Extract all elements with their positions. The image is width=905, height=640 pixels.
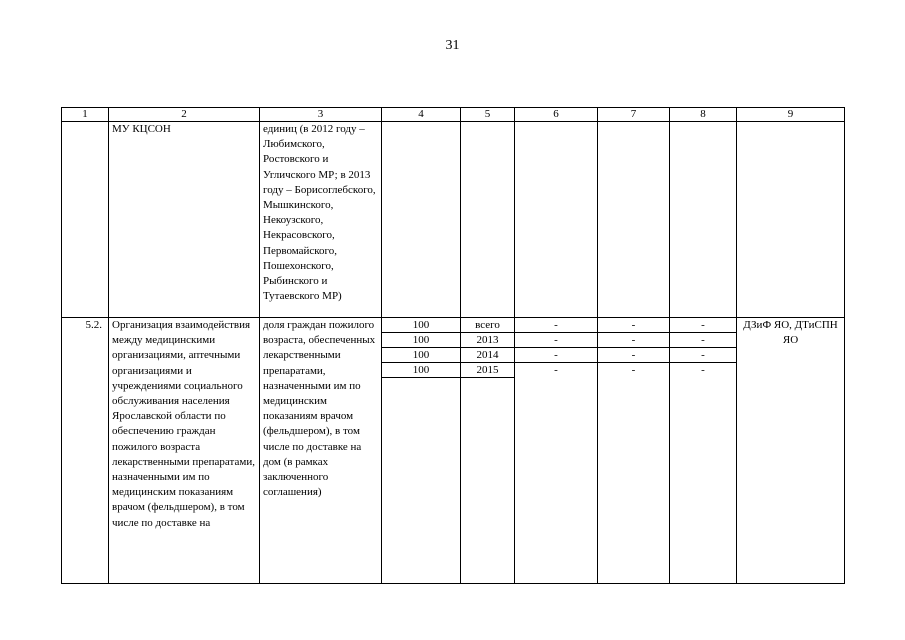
cont-indicator-text: единиц (в 2012 году – Любимского, Ростовского и Угличского МР; в 2013 году – Борисоглебского, Мышкинского, Некоузского, Некрасовского, Первомайского, Пошехонского, Рыбинского и Тутаевского МР) [260,122,382,318]
continuation-row [62,122,845,318]
period-cell: всего [461,318,514,333]
item-indicator: доля граждан пожилого возраста, обеспеченных лекарственными препаратами, назначенными им по медицинским показаниям врачом (фельдшером), в том числе по доставке на дом (в рамках заключенного соглашения) [260,318,382,584]
cont-cell-6 [515,122,598,318]
dash-cell: - [598,318,669,333]
item-col-8 [670,318,737,584]
value-cell: 100 [382,318,460,333]
dash-cell: - [670,348,736,363]
dash-cell: - [598,333,669,348]
plan-table [61,107,845,584]
page-number: 31 [445,38,460,53]
header-col-7: 7 [598,108,670,122]
dash-cell: - [701,364,705,376]
dash-cell: - [554,364,558,376]
cont-number-cell [62,122,109,318]
period-cell: 2013 [461,333,514,348]
item-values-col [382,318,461,584]
item-col-7 [598,318,670,584]
header-col-6: 6 [515,108,598,122]
period-cell: 2014 [461,348,514,363]
dash-cell: - [670,318,736,333]
dash-cell: - [670,333,736,348]
dash-cell: - [515,348,597,363]
cont-organization: МУ КЦСОН [109,122,260,318]
cont-cell-5 [461,122,515,318]
value-cell: 100 [382,333,460,348]
header-col-5: 5 [461,108,515,122]
cont-cell-4 [382,122,461,318]
item-row-5-2 [62,318,845,584]
dash-cell: - [631,364,636,376]
value-cell: 100 [382,363,460,378]
period-cell: 2015 [461,363,514,378]
item-number: 5.2. [62,318,109,584]
item-activity-name: Организация взаимодействия между медицинскими организациями, аптечными организациями и учреждениями социального обслуживания населения Ярославской области по обеспечению граждан пожилого возраста лекарственными препаратами, назначенными им по медицинским показаниям врачом (фельдшером), в том числе по доставке на [109,318,260,584]
dash-cell: - [515,318,597,333]
cont-cell-8 [670,122,737,318]
cont-cell-9 [737,122,845,318]
item-periods-col [461,318,515,584]
header-col-9: 9 [737,108,845,122]
dash-cell: - [515,333,597,348]
header-col-3: 3 [260,108,382,122]
dash-cell: - [598,348,669,363]
cont-cell-7 [598,122,670,318]
item-col-6 [515,318,598,584]
header-col-8: 8 [670,108,737,122]
header-col-2: 2 [109,108,260,122]
header-col-1: 1 [62,108,109,122]
value-cell: 100 [382,348,460,363]
header-row [62,108,845,122]
item-executors: ДЗиФ ЯО, ДТиСПН ЯО [737,318,845,584]
header-col-4: 4 [382,108,461,122]
